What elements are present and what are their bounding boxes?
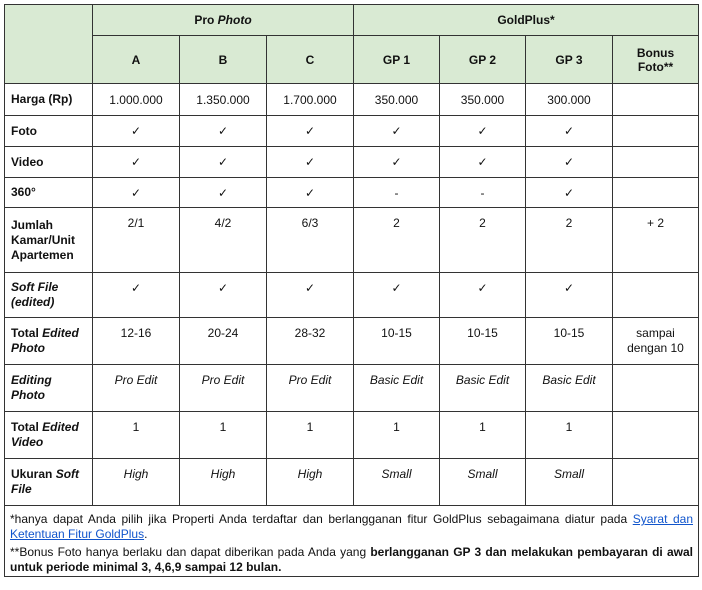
table-cell: High: [267, 459, 354, 506]
check-icon: ✓: [267, 178, 354, 208]
check-icon: ✓: [267, 116, 354, 147]
row-label: [5, 273, 93, 318]
label-bold: Total: [11, 326, 39, 340]
footnote-1: [10, 512, 693, 542]
header-goldplus: GoldPlus*: [354, 5, 699, 36]
header-pro-photo: [93, 5, 354, 36]
row-video: [5, 147, 699, 178]
row-total-edited-video: [5, 412, 699, 459]
label-line: Kamar/Unit: [11, 232, 76, 247]
check-icon: ✓: [354, 147, 440, 178]
table-cell: 4/2: [180, 208, 267, 273]
header-group-row: [5, 5, 699, 36]
label-bold: Total: [11, 420, 39, 434]
row-label: [5, 208, 93, 273]
table-cell: 1: [93, 412, 180, 459]
table-cell: Small: [526, 459, 613, 506]
dash-cell: -: [354, 178, 440, 208]
footnote-text: .: [144, 527, 148, 541]
check-icon: ✓: [93, 178, 180, 208]
footnote-text: **Bonus Foto hanya berlaku dan dapat diberikan pada Anda yang: [10, 545, 371, 559]
table-cell: [613, 178, 699, 208]
table-cell: [613, 116, 699, 147]
row-label: [5, 459, 93, 506]
table-cell: Small: [354, 459, 440, 506]
col-a: A: [93, 36, 180, 84]
label-italic: Video: [11, 435, 44, 449]
table-cell: 2/1: [93, 208, 180, 273]
table-cell: 2: [526, 208, 613, 273]
col-gp3: GP 3: [526, 36, 613, 84]
table-cell: [613, 84, 699, 116]
footnote-text: *hanya dapat Anda pilih jika Properti Anda terdaftar dan berlangganan fitur GoldPlus sebagaimana diatur pada: [10, 512, 633, 526]
row-jumlah-kamar: [5, 208, 699, 273]
row-label: Harga (Rp): [5, 84, 93, 116]
check-icon: ✓: [180, 116, 267, 147]
check-icon: ✓: [440, 116, 526, 147]
label-italic: Photo: [11, 341, 45, 355]
table-cell: Small: [440, 459, 526, 506]
table-cell: 10-15: [526, 318, 613, 365]
row-label: Foto: [5, 116, 93, 147]
table-cell: 28-32: [267, 318, 354, 365]
table-cell: 350.000: [440, 84, 526, 116]
row-label: Video: [5, 147, 93, 178]
col-gp2: GP 2: [440, 36, 526, 84]
table-cell: [613, 147, 699, 178]
check-icon: ✓: [180, 178, 267, 208]
row-notes: [5, 506, 699, 577]
check-icon: ✓: [354, 273, 440, 318]
row-label: 360°: [5, 178, 93, 208]
label-line: Jumlah: [11, 217, 54, 232]
row-360: [5, 178, 699, 208]
table-cell: 12-16: [93, 318, 180, 365]
check-icon: ✓: [93, 273, 180, 318]
footnotes: [5, 506, 699, 577]
check-icon: ✓: [180, 147, 267, 178]
check-icon: ✓: [267, 147, 354, 178]
table-cell: [613, 365, 699, 412]
bonus-line1: Bonus: [636, 45, 675, 60]
syarat-ketentuan-link[interactable]: Syarat dan Ketentuan Fitur GoldPlus: [10, 512, 693, 541]
footnote-2: [10, 545, 693, 575]
pro-prefix: Pro: [194, 13, 215, 27]
col-b: B: [180, 36, 267, 84]
row-label: [5, 412, 93, 459]
row-foto: [5, 116, 699, 147]
table-cell: 1: [180, 412, 267, 459]
check-icon: ✓: [526, 178, 613, 208]
check-icon: ✓: [267, 273, 354, 318]
label-italic: Soft: [55, 467, 80, 481]
label-bold: Ukuran: [11, 467, 53, 481]
table-cell: 20-24: [180, 318, 267, 365]
bonus-text: sampai: [636, 326, 675, 340]
table-cell: [613, 459, 699, 506]
table-cell: Pro Edit: [93, 365, 180, 412]
row-soft-file: [5, 273, 699, 318]
dash-cell: -: [440, 178, 526, 208]
table-cell: 1.700.000: [267, 84, 354, 116]
table-cell: 1: [354, 412, 440, 459]
check-icon: ✓: [440, 273, 526, 318]
table-cell: Pro Edit: [267, 365, 354, 412]
table-cell: 6/3: [267, 208, 354, 273]
row-label: [5, 365, 93, 412]
col-gp1: GP 1: [354, 36, 440, 84]
label-line: (edited): [11, 295, 55, 309]
label-italic: Edited: [42, 326, 79, 340]
row-editing-photo: [5, 365, 699, 412]
col-c: C: [267, 36, 354, 84]
table-cell: 1: [267, 412, 354, 459]
table-cell: Basic Edit: [526, 365, 613, 412]
table-cell: High: [180, 459, 267, 506]
row-label: [5, 318, 93, 365]
table-cell: [613, 273, 699, 318]
label-line: Soft File: [11, 280, 59, 294]
label-line: Editing: [11, 373, 52, 387]
check-icon: ✓: [93, 116, 180, 147]
header-columns-row: [5, 36, 699, 84]
label-italic: File: [11, 482, 32, 496]
label-line: Apartemen: [11, 247, 74, 262]
table-cell: [613, 412, 699, 459]
footnote-bold: berlangganan GP 3 dan melakukan pembayaran di awal untuk periode minimal 3, 4,6,9 sampai 12 bulan.: [10, 545, 693, 574]
table-cell: 2: [440, 208, 526, 273]
package-comparison-table: [4, 4, 699, 577]
table-cell: Basic Edit: [440, 365, 526, 412]
table-cell: 10-15: [440, 318, 526, 365]
table-cell: 1.000.000: [93, 84, 180, 116]
col-bonus: [613, 36, 699, 84]
table-cell: 10-15: [354, 318, 440, 365]
table-cell: 350.000: [354, 84, 440, 116]
table-cell: 1: [526, 412, 613, 459]
table-cell: 1: [440, 412, 526, 459]
check-icon: ✓: [354, 116, 440, 147]
bonus-text: dengan 10: [627, 341, 684, 355]
check-icon: ✓: [526, 116, 613, 147]
table-cell: 300.000: [526, 84, 613, 116]
table-cell: Pro Edit: [180, 365, 267, 412]
check-icon: ✓: [526, 147, 613, 178]
check-icon: ✓: [440, 147, 526, 178]
table-cell: 2: [354, 208, 440, 273]
row-total-edited-photo: [5, 318, 699, 365]
row-ukuran-soft-file: [5, 459, 699, 506]
bonus-cell: [613, 318, 699, 365]
bonus-line2: Foto**: [637, 59, 674, 74]
header-corner: [5, 5, 93, 84]
label-italic: Edited: [42, 420, 79, 434]
table-cell: + 2: [613, 208, 699, 273]
row-harga: [5, 84, 699, 116]
check-icon: ✓: [526, 273, 613, 318]
check-icon: ✓: [180, 273, 267, 318]
check-icon: ✓: [93, 147, 180, 178]
table-cell: High: [93, 459, 180, 506]
table-cell: 1.350.000: [180, 84, 267, 116]
pro-italic: Photo: [217, 13, 252, 27]
label-line: Photo: [11, 388, 45, 402]
table-cell: Basic Edit: [354, 365, 440, 412]
